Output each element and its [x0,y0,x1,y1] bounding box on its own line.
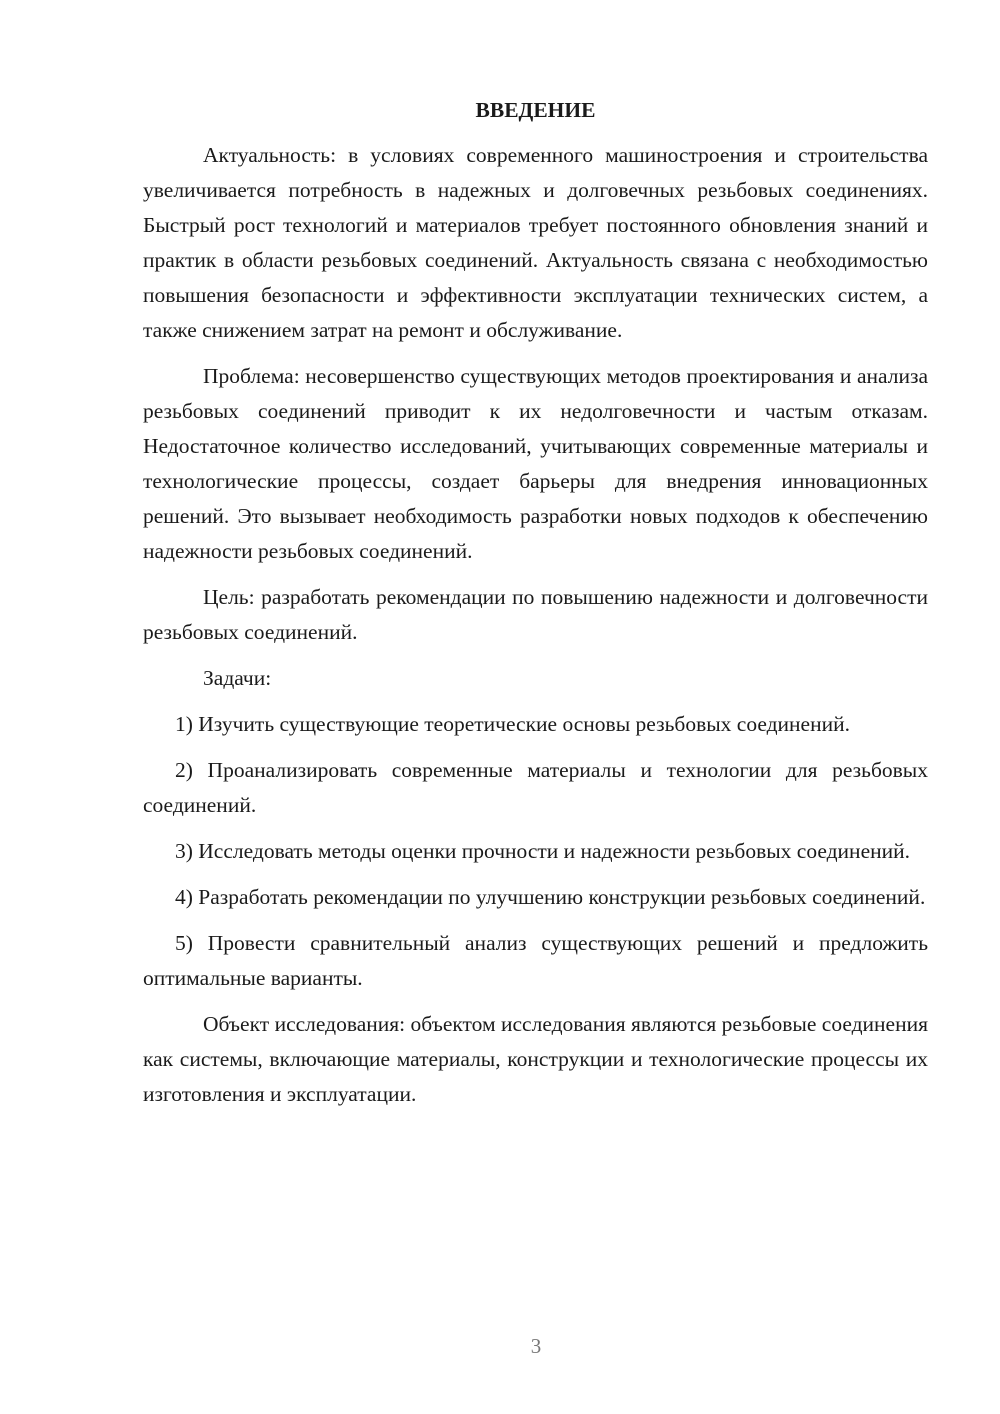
tasks-label: Задачи: [203,666,272,690]
page-number: 3 [530,1334,542,1358]
task-item: 2) Проанализировать современные материалы и технологии для резьбовых соединений. [143,758,928,817]
goal-paragraph: Цель: разработать рекомендации по повышению надежности и долговечности резьбовых соединений. [143,585,928,644]
task-item: 5) Провести сравнительный анализ существующих решений и предложить оптимальные варианты. [143,931,928,990]
document-page [143,94,928,1123]
relevance-paragraph: Актуальность: в условиях современного машиностроения и строительства увеличивается потребность в надежных и долговечных резьбовых соединениях. Быстрый рост технологий и материалов требует постоянного обновления знаний и практик в области резьбовых соединений. Актуальность связана с необходимостью повышения безопасности и эффективности эксплуатации технических систем, а также снижением затрат на ремонт и обслуживание. [143,143,928,342]
task-item: 3) Исследовать методы оценки прочности и надежности резьбовых соединений. [175,839,910,863]
task-item: 4) Разработать рекомендации по улучшению конструкции резьбовых соединений. [175,885,926,909]
task-item: 1) Изучить существующие теоретические основы резьбовых соединений. [175,712,850,736]
problem-paragraph: Проблема: несовершенство существующих методов проектирования и анализа резьбовых соединений приводит к их недолговечности и частым отказам. Недостаточное количество исследований, учитывающих современные материалы и технологические процессы, создает барьеры для внедрения инновационных решений. Это вызывает необходимость разработки новых подходов к обеспечению надежности резьбовых соединений. [143,364,928,563]
page-title: ВВЕДЕНИЕ [475,98,596,122]
object-paragraph: Объект исследования: объектом исследования являются резьбовые соединения как системы, включающие материалы, конструкции и технологические процессы их изготовления и эксплуатации. [143,1012,928,1106]
